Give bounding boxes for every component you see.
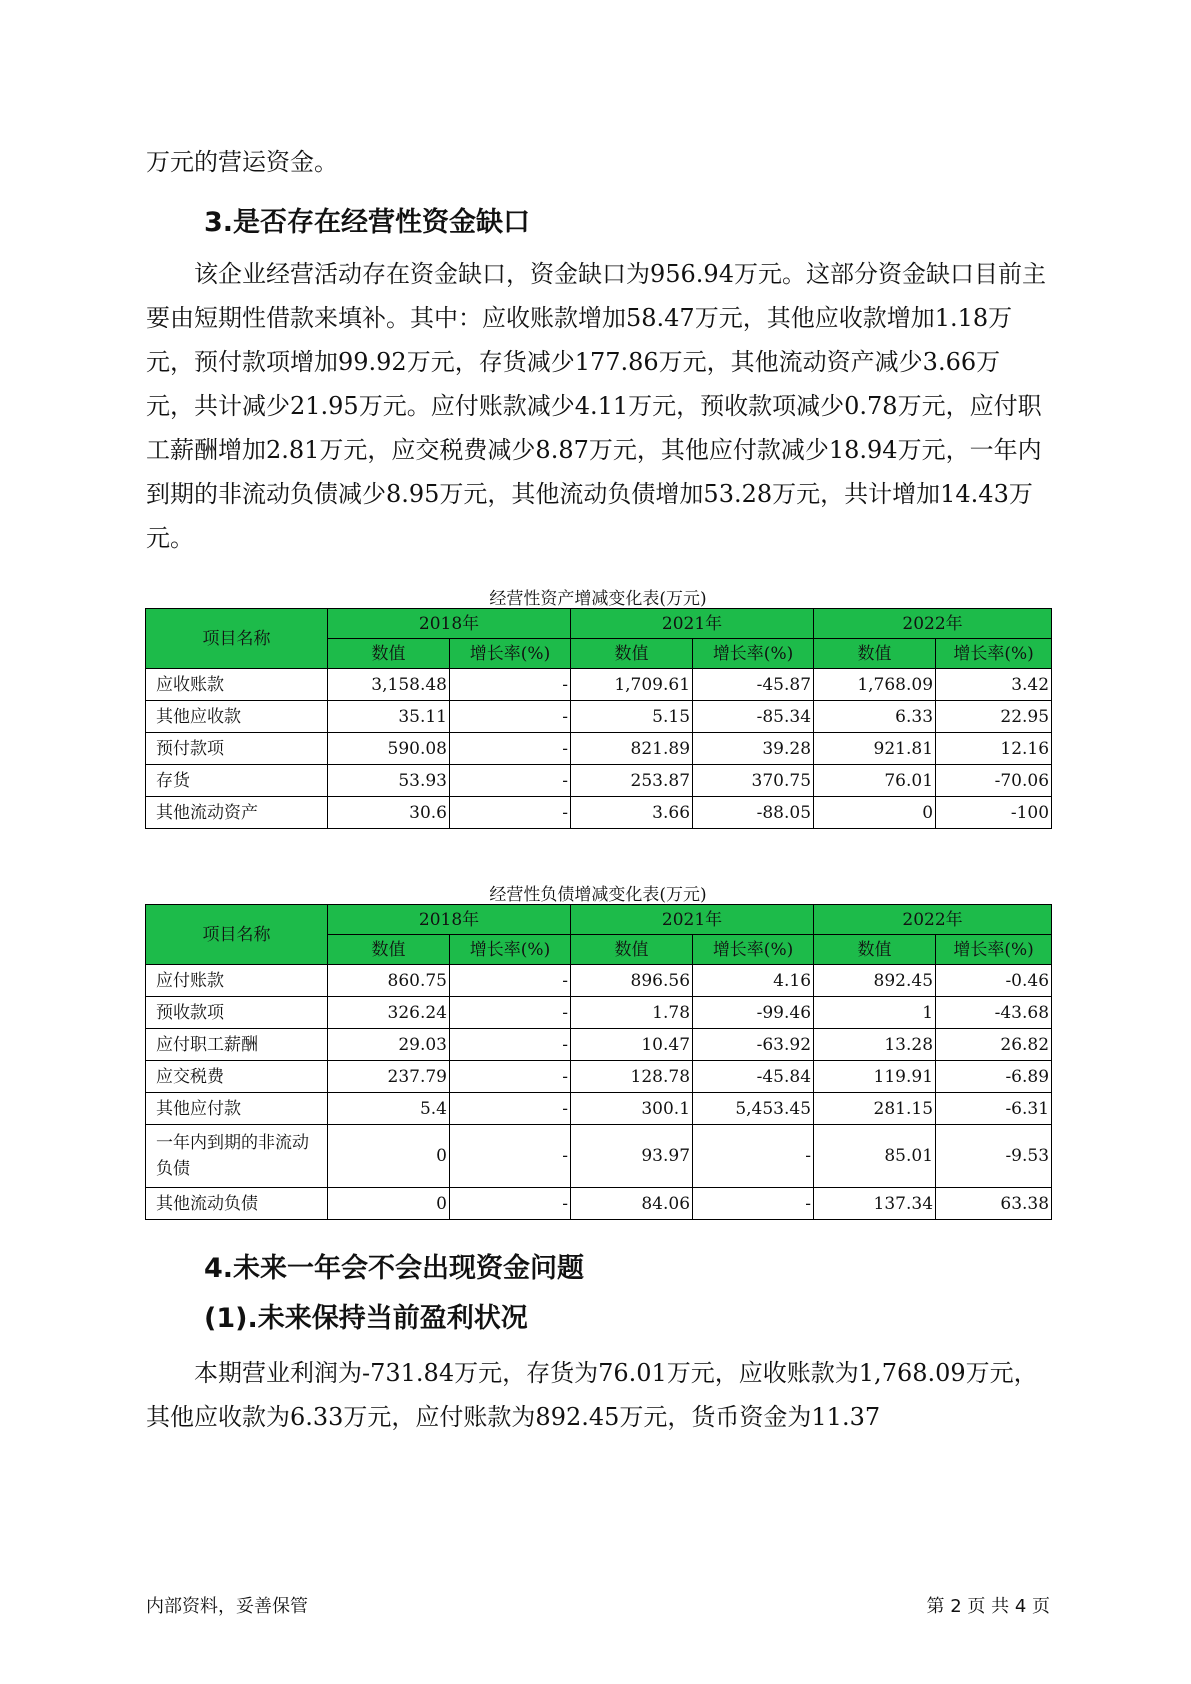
row-item-name: 应付职工薪酬: [146, 1029, 328, 1061]
cell-rate-2018: -: [450, 997, 571, 1029]
cell-rate-2018: -: [450, 701, 571, 733]
cell-value-2022: 119.91: [814, 1061, 936, 1093]
cell-value-2022: 6.33: [814, 701, 936, 733]
cell-rate-2018: -: [450, 1125, 571, 1188]
cell-rate-2021: -99.46: [693, 997, 814, 1029]
table-row: [146, 1125, 1052, 1188]
cell-rate-2018: -: [450, 797, 571, 829]
row-item-name: 其他应收款: [146, 701, 328, 733]
cell-rate-2018: -: [450, 1093, 571, 1125]
cell-value-2021: 3.66: [571, 797, 693, 829]
cell-rate-2022: -100: [936, 797, 1052, 829]
cell-value-2022: 1: [814, 997, 936, 1029]
cell-value-2022: 281.15: [814, 1093, 936, 1125]
cell-value-2021: 128.78: [571, 1061, 693, 1093]
row-item-name: 应收账款: [146, 669, 328, 701]
cell-rate-2021: -: [693, 1125, 814, 1188]
header-growth-rate: 增长率(%): [450, 935, 571, 965]
cell-rate-2022: -43.68: [936, 997, 1052, 1029]
asset-table: [145, 608, 1052, 829]
row-item-name: 应交税费: [146, 1061, 328, 1093]
header-growth-rate: 增长率(%): [450, 639, 571, 669]
header-item-name: 项目名称: [146, 609, 328, 669]
cell-value-2022: 921.81: [814, 733, 936, 765]
cell-rate-2021: 39.28: [693, 733, 814, 765]
cell-value-2021: 1,709.61: [571, 669, 693, 701]
cell-value-2022: 85.01: [814, 1125, 936, 1188]
footer-page-number: 第 2 页 共 4 页: [926, 1596, 1050, 1617]
header-value: 数值: [814, 935, 936, 965]
cell-value-2021: 5.15: [571, 701, 693, 733]
header-value: 数值: [328, 639, 450, 669]
cell-value-2021: 10.47: [571, 1029, 693, 1061]
cell-value-2022: 76.01: [814, 765, 936, 797]
row-item-name: 其他应付款: [146, 1093, 328, 1125]
cell-value-2018: 30.6: [328, 797, 450, 829]
liability-table-caption: 经营性负债增减变化表(万元): [489, 885, 707, 905]
cell-rate-2018: -: [450, 1029, 571, 1061]
header-year-2022: 2022年: [814, 609, 1052, 639]
cell-value-2022: 892.45: [814, 965, 936, 997]
table-header-row: [146, 609, 1052, 639]
cell-rate-2022: -9.53: [936, 1125, 1052, 1188]
row-item-name: 预付款项: [146, 733, 328, 765]
table-row: [146, 1188, 1052, 1220]
cell-value-2021: 93.97: [571, 1125, 693, 1188]
cell-value-2018: 35.11: [328, 701, 450, 733]
cell-rate-2021: -85.34: [693, 701, 814, 733]
cell-rate-2021: -88.05: [693, 797, 814, 829]
cell-rate-2022: 12.16: [936, 733, 1052, 765]
table-header-row: [146, 905, 1052, 935]
cell-rate-2022: -6.31: [936, 1093, 1052, 1125]
header-year-2018: 2018年: [328, 609, 571, 639]
cell-value-2018: 860.75: [328, 965, 450, 997]
cell-value-2018: 53.93: [328, 765, 450, 797]
cell-value-2018: 0: [328, 1188, 450, 1220]
cell-rate-2022: 63.38: [936, 1188, 1052, 1220]
liability-table: [145, 904, 1052, 1220]
cell-value-2021: 896.56: [571, 965, 693, 997]
table-row: [146, 997, 1052, 1029]
cell-value-2021: 1.78: [571, 997, 693, 1029]
cell-rate-2022: -0.46: [936, 965, 1052, 997]
cell-rate-2018: -: [450, 965, 571, 997]
cell-rate-2021: -45.87: [693, 669, 814, 701]
row-item-name: 其他流动资产: [146, 797, 328, 829]
cell-rate-2018: -: [450, 765, 571, 797]
header-growth-rate: 增长率(%): [693, 639, 814, 669]
cell-rate-2021: 5,453.45: [693, 1093, 814, 1125]
table-row: [146, 1061, 1052, 1093]
cell-value-2021: 84.06: [571, 1188, 693, 1220]
row-item-name: 应付账款: [146, 965, 328, 997]
heading-funding-gap: 3.是否存在经营性资金缺口: [204, 207, 531, 238]
cell-value-2022: 137.34: [814, 1188, 936, 1220]
cell-rate-2021: 370.75: [693, 765, 814, 797]
table-row: [146, 797, 1052, 829]
header-year-2021: 2021年: [571, 609, 814, 639]
row-item-name: 存货: [146, 765, 328, 797]
cell-rate-2021: -63.92: [693, 1029, 814, 1061]
cell-value-2018: 326.24: [328, 997, 450, 1029]
header-growth-rate: 增长率(%): [936, 639, 1052, 669]
cell-rate-2022: -70.06: [936, 765, 1052, 797]
row-item-name: 预收款项: [146, 997, 328, 1029]
cell-value-2022: 0: [814, 797, 936, 829]
header-growth-rate: 增长率(%): [936, 935, 1052, 965]
cell-rate-2022: 3.42: [936, 669, 1052, 701]
table-row: [146, 1029, 1052, 1061]
cell-rate-2018: -: [450, 1061, 571, 1093]
cell-value-2018: 237.79: [328, 1061, 450, 1093]
paragraph-funding-gap: 该企业经营活动存在资金缺口，资金缺口为956.94万元。这部分资金缺口目前主要由短期性借款来填补。其中：应收账款增加58.47万元，其他应收款增加1.18万元，预付款项增加99.92万元，存货减少177.86万元，其他流动资产减少3.66万元，共计减少21.95万元。应付账款减少4.11万元，预收款项减少0.78万元，应付职工薪酬增加2.81万元，应交税费减少8.87万元，其他应付款减少18.94万元，一年内到期的非流动负债减少8.95万元，其他流动负债增加53.28万元，共计增加14.43万元。: [146, 260, 1046, 552]
cell-value-2022: 1,768.09: [814, 669, 936, 701]
table-row: [146, 965, 1052, 997]
row-item-name: 其他流动负债: [146, 1188, 328, 1220]
header-year-2022: 2022年: [814, 905, 1052, 935]
cell-rate-2022: 26.82: [936, 1029, 1052, 1061]
header-value: 数值: [571, 935, 693, 965]
footer-confidential-note: 内部资料，妥善保管: [146, 1596, 308, 1617]
table-row: [146, 733, 1052, 765]
cell-value-2022: 13.28: [814, 1029, 936, 1061]
table-row: [146, 669, 1052, 701]
heading-future-funding: 4.未来一年会不会出现资金问题: [204, 1253, 585, 1284]
header-value: 数值: [571, 639, 693, 669]
cell-value-2021: 821.89: [571, 733, 693, 765]
cell-rate-2018: -: [450, 669, 571, 701]
cell-value-2018: 3,158.48: [328, 669, 450, 701]
header-growth-rate: 增长率(%): [693, 935, 814, 965]
paragraph-continuation: 万元的营运资金。: [146, 148, 338, 176]
header-year-2018: 2018年: [328, 905, 571, 935]
cell-value-2018: 0: [328, 1125, 450, 1188]
table-row: [146, 765, 1052, 797]
asset-table-caption: 经营性资产增减变化表(万元): [489, 589, 707, 609]
table-row: [146, 701, 1052, 733]
cell-rate-2018: -: [450, 1188, 571, 1220]
paragraph-profit-status: 本期营业利润为-731.84万元，存货为76.01万元，应收账款为1,768.09万元，其他应收款为6.33万元，应付账款为892.45万元，货币资金为11.37: [146, 1359, 1038, 1431]
cell-rate-2018: -: [450, 733, 571, 765]
header-value: 数值: [814, 639, 936, 669]
table-row: [146, 1093, 1052, 1125]
cell-value-2021: 253.87: [571, 765, 693, 797]
cell-value-2018: 590.08: [328, 733, 450, 765]
cell-rate-2022: 22.95: [936, 701, 1052, 733]
cell-rate-2022: -6.89: [936, 1061, 1052, 1093]
header-value: 数值: [328, 935, 450, 965]
cell-rate-2021: -45.84: [693, 1061, 814, 1093]
header-year-2021: 2021年: [571, 905, 814, 935]
heading-current-profit: (1).未来保持当前盈利状况: [204, 1303, 528, 1334]
cell-rate-2021: -: [693, 1188, 814, 1220]
header-item-name: 项目名称: [146, 905, 328, 965]
cell-rate-2021: 4.16: [693, 965, 814, 997]
cell-value-2018: 29.03: [328, 1029, 450, 1061]
cell-value-2018: 5.4: [328, 1093, 450, 1125]
row-item-name: 一年内到期的非流动负债: [146, 1125, 328, 1188]
cell-value-2021: 300.1: [571, 1093, 693, 1125]
